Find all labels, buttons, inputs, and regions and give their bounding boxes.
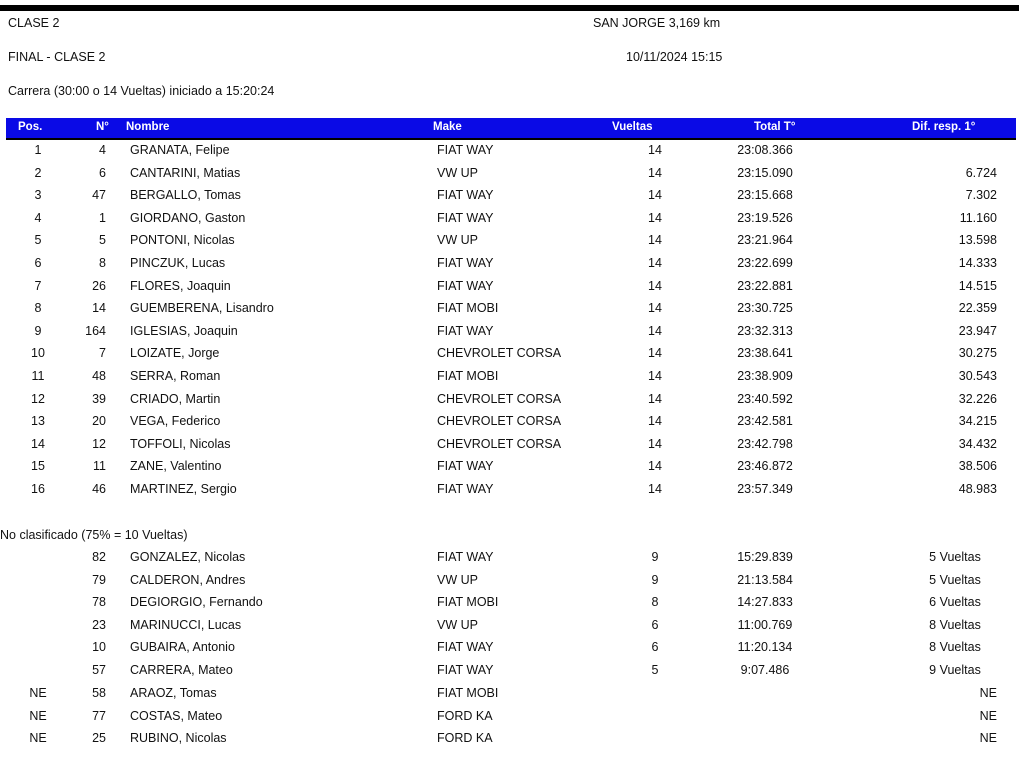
row-number: 1 — [99, 210, 106, 225]
row-number: 4 — [99, 143, 106, 157]
row-pos: 15 — [31, 459, 45, 474]
row-gap: 7.302 — [965, 188, 997, 203]
row-laps: 14 — [648, 143, 662, 157]
track-info: SAN JORGE 3,169 km — [593, 16, 721, 30]
row-driver-name: RUBINO, Nicolas — [130, 731, 227, 746]
row-driver-name: COSTAS, Mateo — [130, 708, 223, 723]
table-row — [0, 346, 1019, 368]
row-pos: 16 — [31, 482, 45, 496]
row-driver-name: GUEMBERENA, Lisandro — [130, 301, 274, 316]
row-number: 8 — [99, 256, 106, 270]
row-total-time: 23:30.725 — [737, 301, 793, 316]
class-title: CLASE 2 — [8, 16, 60, 30]
row-driver-name: SERRA, Roman — [130, 369, 221, 383]
row-total-time: 11:00.769 — [737, 617, 793, 632]
row-driver-name: ARAOZ, Tomas — [130, 686, 217, 700]
row-driver-name: CARRERA, Mateo — [130, 663, 233, 677]
row-total-time: 23:21.964 — [737, 233, 793, 248]
row-number: 82 — [92, 550, 106, 564]
row-number: 48 — [92, 369, 106, 383]
col-name: Nombre — [126, 121, 170, 133]
table-row — [0, 640, 1019, 662]
row-total-time: 23:15.668 — [737, 188, 793, 203]
row-number: 164 — [85, 323, 106, 338]
row-number: 79 — [92, 572, 106, 587]
not-classified-label: No clasificado (75% = 10 Vueltas) — [0, 528, 188, 542]
row-make: FORD KA — [437, 708, 493, 723]
row-number: 57 — [92, 663, 106, 677]
table-row — [0, 279, 1019, 301]
table-row — [0, 166, 1019, 188]
table-row — [0, 663, 1019, 685]
row-driver-name: GUBAIRA, Antonio — [130, 640, 235, 655]
row-laps: 14 — [648, 346, 662, 361]
row-make: CHEVROLET CORSA — [437, 391, 562, 406]
row-laps: 14 — [648, 323, 662, 338]
row-total-time: 11:20.134 — [737, 640, 793, 655]
row-number: 46 — [92, 482, 106, 496]
row-gap: 8 Vueltas — [929, 640, 981, 655]
row-gap: 5 Vueltas — [929, 550, 981, 564]
row-gap: 6 Vueltas — [929, 595, 981, 610]
row-number: 20 — [92, 414, 106, 429]
row-gap: 30.543 — [958, 369, 997, 383]
row-driver-name: DEGIORGIO, Fernando — [130, 595, 263, 610]
row-make: CHEVROLET CORSA — [437, 414, 562, 429]
table-row — [0, 256, 1019, 278]
row-gap: 48.983 — [958, 482, 997, 496]
row-driver-name: GONZALEZ, Nicolas — [130, 550, 246, 564]
table-row — [0, 301, 1019, 323]
top-rule — [0, 5, 1019, 11]
row-laps: 5 — [651, 663, 659, 677]
row-driver-name: PINCZUK, Lucas — [130, 256, 226, 270]
row-total-time: 23:08.366 — [737, 143, 793, 157]
row-number: 5 — [99, 233, 106, 248]
row-gap: 34.215 — [958, 414, 997, 429]
row-pos: 7 — [34, 278, 42, 293]
table-row — [0, 437, 1019, 459]
row-total-time: 23:22.881 — [737, 278, 793, 293]
row-pos: 11 — [31, 369, 45, 383]
row-gap: 14.333 — [958, 256, 997, 270]
row-gap: 6.724 — [965, 165, 997, 180]
row-make: FIAT WAY — [437, 663, 494, 677]
row-gap: 23.947 — [958, 323, 997, 338]
row-number: 77 — [92, 708, 106, 723]
row-number: 25 — [92, 731, 106, 746]
row-laps: 14 — [648, 233, 662, 248]
col-total: Total T° — [754, 121, 796, 133]
col-make: Make — [433, 121, 462, 133]
table-row — [0, 709, 1019, 731]
row-number: 10 — [92, 640, 106, 655]
table-row — [0, 188, 1019, 210]
row-number: 58 — [92, 686, 106, 700]
row-driver-name: FLORES, Joaquin — [130, 278, 231, 293]
table-row — [0, 573, 1019, 595]
table-row — [0, 324, 1019, 346]
row-total-time: 23:46.872 — [737, 459, 793, 474]
row-number: 78 — [92, 595, 106, 610]
row-driver-name: LOIZATE, Jorge — [130, 346, 220, 361]
row-pos: NE — [29, 708, 47, 723]
row-laps: 14 — [648, 165, 662, 180]
session-title: FINAL - CLASE 2 — [8, 50, 106, 64]
table-row — [0, 233, 1019, 255]
row-total-time: 23:42.581 — [737, 414, 793, 429]
row-laps: 6 — [651, 617, 659, 632]
row-laps: 14 — [648, 391, 662, 406]
row-number: 14 — [92, 301, 106, 316]
row-driver-name: CANTARINI, Matias — [130, 165, 241, 180]
row-number: 26 — [92, 278, 106, 293]
row-make: FIAT WAY — [437, 188, 494, 203]
table-row — [0, 143, 1019, 165]
row-gap: NE — [979, 708, 997, 723]
row-driver-name: PONTONI, Nicolas — [130, 233, 235, 248]
row-laps: 8 — [651, 595, 659, 610]
row-make: FIAT MOBI — [437, 301, 499, 316]
row-laps: 6 — [651, 640, 659, 655]
row-pos: 2 — [34, 165, 42, 180]
row-pos: 4 — [34, 210, 42, 225]
row-gap: 14.515 — [958, 278, 997, 293]
table-row — [0, 595, 1019, 617]
row-total-time: 21:13.584 — [737, 572, 793, 587]
row-laps: 14 — [648, 369, 662, 383]
row-make: FIAT WAY — [437, 278, 494, 293]
row-make: FIAT WAY — [437, 550, 494, 564]
row-driver-name: MARTINEZ, Sergio — [130, 482, 237, 496]
row-number: 47 — [92, 188, 106, 203]
row-gap: 38.506 — [958, 459, 997, 474]
row-make: FIAT WAY — [437, 482, 494, 496]
row-gap: 13.598 — [958, 233, 997, 248]
row-laps: 14 — [648, 210, 662, 225]
row-driver-name: CALDERON, Andres — [130, 572, 246, 587]
row-laps: 14 — [648, 301, 662, 316]
row-pos: 5 — [34, 233, 42, 248]
table-row — [0, 414, 1019, 436]
row-gap: 11.160 — [959, 210, 997, 225]
row-laps: 14 — [648, 278, 662, 293]
row-pos: NE — [29, 686, 47, 700]
row-driver-name: IGLESIAS, Joaquin — [130, 323, 238, 338]
table-row — [0, 211, 1019, 233]
table-row — [0, 550, 1019, 572]
row-pos: NE — [29, 731, 47, 746]
row-total-time: 15:29.839 — [737, 550, 793, 564]
table-row — [0, 369, 1019, 391]
row-make: VW UP — [437, 165, 478, 180]
row-gap: 34.432 — [958, 436, 997, 451]
row-pos: 9 — [34, 323, 42, 338]
row-total-time: 23:22.699 — [737, 256, 793, 270]
table-row — [0, 459, 1019, 481]
row-laps: 9 — [651, 572, 659, 587]
row-total-time: 23:32.313 — [737, 323, 793, 338]
table-row — [0, 392, 1019, 414]
row-make: VW UP — [437, 233, 478, 248]
table-row — [0, 731, 1019, 753]
row-driver-name: MARINUCCI, Lucas — [130, 617, 242, 632]
row-pos: 8 — [34, 301, 42, 316]
row-number: 7 — [99, 346, 106, 361]
row-laps: 14 — [648, 482, 662, 496]
row-total-time: 23:38.909 — [737, 369, 793, 383]
table-row — [0, 618, 1019, 640]
row-total-time: 14:27.833 — [737, 595, 793, 610]
row-make: FORD KA — [437, 731, 493, 746]
row-pos: 13 — [31, 414, 45, 429]
row-pos: 3 — [34, 188, 42, 203]
row-make: FIAT WAY — [437, 459, 494, 474]
row-total-time: 23:15.090 — [737, 165, 793, 180]
row-gap: 9 Vueltas — [929, 663, 981, 677]
table-row — [0, 482, 1019, 504]
row-driver-name: BERGALLO, Tomas — [130, 188, 241, 203]
row-total-time: 23:40.592 — [737, 391, 793, 406]
row-number: 23 — [92, 617, 106, 632]
row-number: 11 — [93, 459, 106, 474]
col-laps: Vueltas — [612, 121, 653, 133]
row-laps: 14 — [648, 459, 662, 474]
row-laps: 14 — [648, 188, 662, 203]
row-driver-name: CRIADO, Martin — [130, 391, 221, 406]
row-gap: NE — [979, 686, 997, 700]
row-gap: NE — [979, 731, 997, 746]
row-total-time: 23:42.798 — [737, 436, 793, 451]
row-number: 39 — [92, 391, 106, 406]
row-total-time: 23:38.641 — [737, 346, 793, 361]
col-pos: Pos. — [18, 121, 43, 133]
row-driver-name: GIORDANO, Gaston — [130, 210, 246, 225]
row-make: CHEVROLET CORSA — [437, 346, 562, 361]
row-make: FIAT WAY — [437, 143, 494, 157]
row-make: FIAT WAY — [437, 323, 494, 338]
row-pos: 14 — [31, 436, 45, 451]
row-driver-name: ZANE, Valentino — [130, 459, 222, 474]
row-gap: 32.226 — [958, 391, 997, 406]
row-driver-name: VEGA, Federico — [130, 414, 221, 429]
row-make: FIAT MOBI — [437, 595, 499, 610]
row-total-time: 9:07.486 — [740, 663, 790, 677]
row-make: FIAT WAY — [437, 210, 494, 225]
row-make: FIAT WAY — [437, 256, 494, 270]
row-total-time: 23:19.526 — [737, 210, 793, 225]
row-driver-name: TOFFOLI, Nicolas — [130, 436, 231, 451]
col-num: N° — [96, 121, 109, 133]
row-make: VW UP — [437, 572, 478, 587]
row-pos: 6 — [34, 256, 42, 270]
row-make: FIAT MOBI — [437, 686, 499, 700]
row-driver-name: GRANATA, Felipe — [130, 143, 230, 157]
row-laps: 9 — [651, 550, 659, 564]
col-diff: Dif. resp. 1° — [912, 121, 976, 133]
row-make: VW UP — [437, 617, 478, 632]
row-pos: 10 — [31, 346, 45, 361]
table-row — [0, 686, 1019, 708]
row-laps: 14 — [648, 414, 662, 429]
session-datetime: 10/11/2024 15:15 — [626, 50, 723, 64]
row-number: 12 — [92, 436, 106, 451]
row-gap: 5 Vueltas — [929, 572, 981, 587]
results-table-header — [6, 118, 1016, 140]
row-laps: 14 — [648, 436, 662, 451]
row-gap: 22.359 — [958, 301, 997, 316]
race-info: Carrera (30:00 o 14 Vueltas) iniciado a 15:20:24 — [8, 84, 275, 98]
row-number: 6 — [99, 165, 106, 180]
row-laps: 14 — [648, 256, 662, 270]
row-gap: 8 Vueltas — [929, 617, 981, 632]
row-pos: 1 — [34, 143, 42, 157]
row-gap: 30.275 — [958, 346, 997, 361]
row-pos: 12 — [31, 391, 45, 406]
row-total-time: 23:57.349 — [737, 482, 793, 496]
row-make: CHEVROLET CORSA — [437, 436, 562, 451]
row-make: FIAT MOBI — [437, 369, 499, 383]
row-make: FIAT WAY — [437, 640, 494, 655]
